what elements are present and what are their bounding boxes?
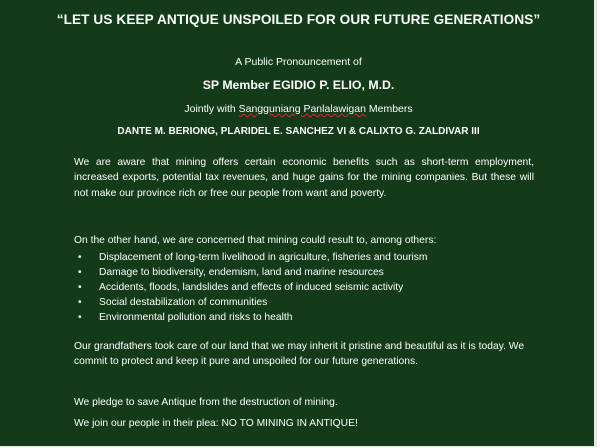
list-item-text: Accidents, floods, landslides and effects of induced seismic activity: [99, 281, 404, 293]
paragraph-pledge: We pledge to save Antique from the destruction of mining.: [74, 397, 338, 408]
list-item: [74, 311, 534, 326]
list-item-text: Social destabilization of communities: [99, 296, 268, 308]
slide-title: “LET US KEEP ANTIQUE UNSPOILED FOR OUR FUTURE GENERATIONS”: [56, 12, 541, 27]
list-item-text: Damage to biodiversity, endemism, land and marine resources: [99, 266, 384, 278]
list-item: [74, 296, 534, 311]
concerns-list: [74, 251, 534, 326]
list-item-text: Environmental pollution and risks to health: [99, 311, 293, 323]
list-item: [74, 281, 534, 296]
jointly-body: Sangguniang Panlalawigan: [238, 103, 366, 115]
list-item-text: Displacement of long-term livelihood in agriculture, fisheries and tourism: [99, 252, 428, 263]
list-item: [74, 251, 534, 266]
member-name: SP Member EGIDIO P. ELIO, M.D.: [202, 78, 395, 92]
bullet-icon: •: [78, 252, 82, 263]
jointly-line: [0, 103, 597, 115]
bullet-icon: •: [78, 266, 82, 278]
bullet-icon: •: [78, 281, 82, 293]
paragraph-concerns: On the other hand, we are concerned that mining could result to, among others:: [74, 235, 437, 246]
bullet-icon: •: [78, 311, 82, 323]
bullet-icon: •: [78, 296, 82, 308]
paragraph-benefits: We are aware that mining offers certain economic benefits such as short-term employment, increased exports, potential tax revenues, and huge gains for the mining companies. But these will not make our province rich or free our people from want and poverty.: [74, 157, 534, 199]
paragraph-plea: We join our people in their plea: NO TO MINING IN ANTIQUE!: [74, 418, 358, 429]
pronouncement-subtitle: A Public Pronouncement of: [235, 56, 362, 68]
jointly-prefix: Jointly with: [184, 103, 239, 115]
list-item: [74, 266, 534, 281]
jointly-suffix: Members: [365, 103, 413, 115]
members-names: DANTE M. BERIONG, PLARIDEL E. SANCHEZ VI & CALIXTO G. ZALDIVAR III: [117, 126, 480, 137]
paragraph-commitment: Our grandfathers took care of our land that we may inherit it pristine and beautiful as it is today. We commit to protect and keep it pure and unspoiled for our future generations.: [74, 341, 525, 368]
